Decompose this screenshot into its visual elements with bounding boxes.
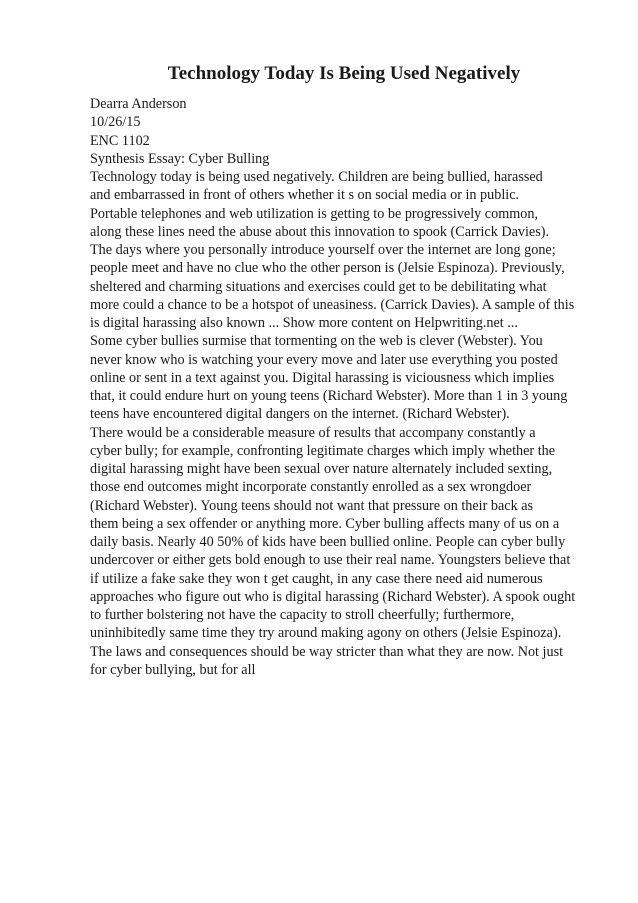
text-line: Technology today is being used negatively. Children are being bullied, harassed (90, 169, 543, 185)
date-line: 10/26/15 (90, 114, 141, 131)
text-line: along these lines need the abuse about this innovation to spook (Carrick Davies). (90, 223, 550, 240)
text-line: them being a sex offender or anything more. Cyber bulling affects many of us on a (90, 515, 560, 532)
text-line: cyber bully; for example, confronting legitimate charges which imply whether the (90, 442, 556, 459)
text-line: for cyber bullying, but for all (90, 661, 256, 678)
author-line: Dearra Anderson (90, 96, 187, 112)
text-line: people meet and have no clue who the other person is (Jelsie Espinoza). Previously, (90, 260, 565, 277)
text-line: digital harassing might have been sexual over nature alternately included sexting, (90, 461, 553, 477)
text-line: (Richard Webster). Young teens should not want that pressure on their back as (90, 497, 534, 514)
text-line: to further bolstering not have the capacity to stroll cheerfully; furthermore, (90, 607, 515, 623)
text-line: more could a chance to be a hotspot of uneasiness. (Carrick Davies). A sample of this (90, 296, 575, 313)
text-line: The laws and consequences should be way stricter than what they are now. Not just (90, 643, 564, 660)
text-line: uninhibitedly same time they try around making agony on others (Jelsie Espinoza). (90, 625, 562, 642)
text-line: those end outcomes might incorporate constantly enrolled as a sex wrongdoer (90, 479, 532, 496)
text-line: never know who is watching your every move and later use everything you posted (90, 351, 558, 368)
text-line: online or sent in a text against you. Digital harassing is viciousness which implies (90, 369, 555, 386)
text-line: Portable telephones and web utilization is getting to be progressively common, (90, 205, 538, 222)
text-line: There would be a considerable measure of results that accompany constantly a (90, 424, 536, 441)
document-title: Technology Today Is Being Used Negatively (167, 63, 521, 84)
text-line: that, it could endure hurt on young teens (Richard Webster). More than 1 in 3 young (90, 388, 568, 404)
text-line: Some cyber bullies surmise that tormenting on the web is clever (Webster). You (90, 333, 543, 350)
course-line: ENC 1102 (90, 132, 150, 149)
text-line: daily basis. Nearly 40 50% of kids have been bullied online. People can cyber bully (90, 534, 566, 550)
text-line: is digital harassing also known ... Show more content on Helpwriting.net ... (90, 315, 518, 331)
text-line: sheltered and charming situations and exercises could get to be debilitating what (90, 278, 547, 295)
text-line: teens have encountered digital dangers on the internet. (Richard Webster). (90, 406, 510, 423)
document-body (90, 95, 610, 679)
text-line: approaches who figure out who is digital harassing (Richard Webster). A spook ought (90, 588, 576, 605)
text-line: if utilize a fake sake they won t get caught, in any case there need aid numerous (90, 570, 543, 587)
essay-type-line: Synthesis Essay: Cyber Bulling (90, 150, 270, 167)
text-line: undercover or either gets bold enough to use their real name. Youngsters believe that (90, 552, 571, 569)
text-line: The days where you personally introduce yourself over the internet are long gone; (90, 242, 556, 258)
text-line: and embarrassed in front of others whether it s on social media or in public. (90, 187, 520, 204)
